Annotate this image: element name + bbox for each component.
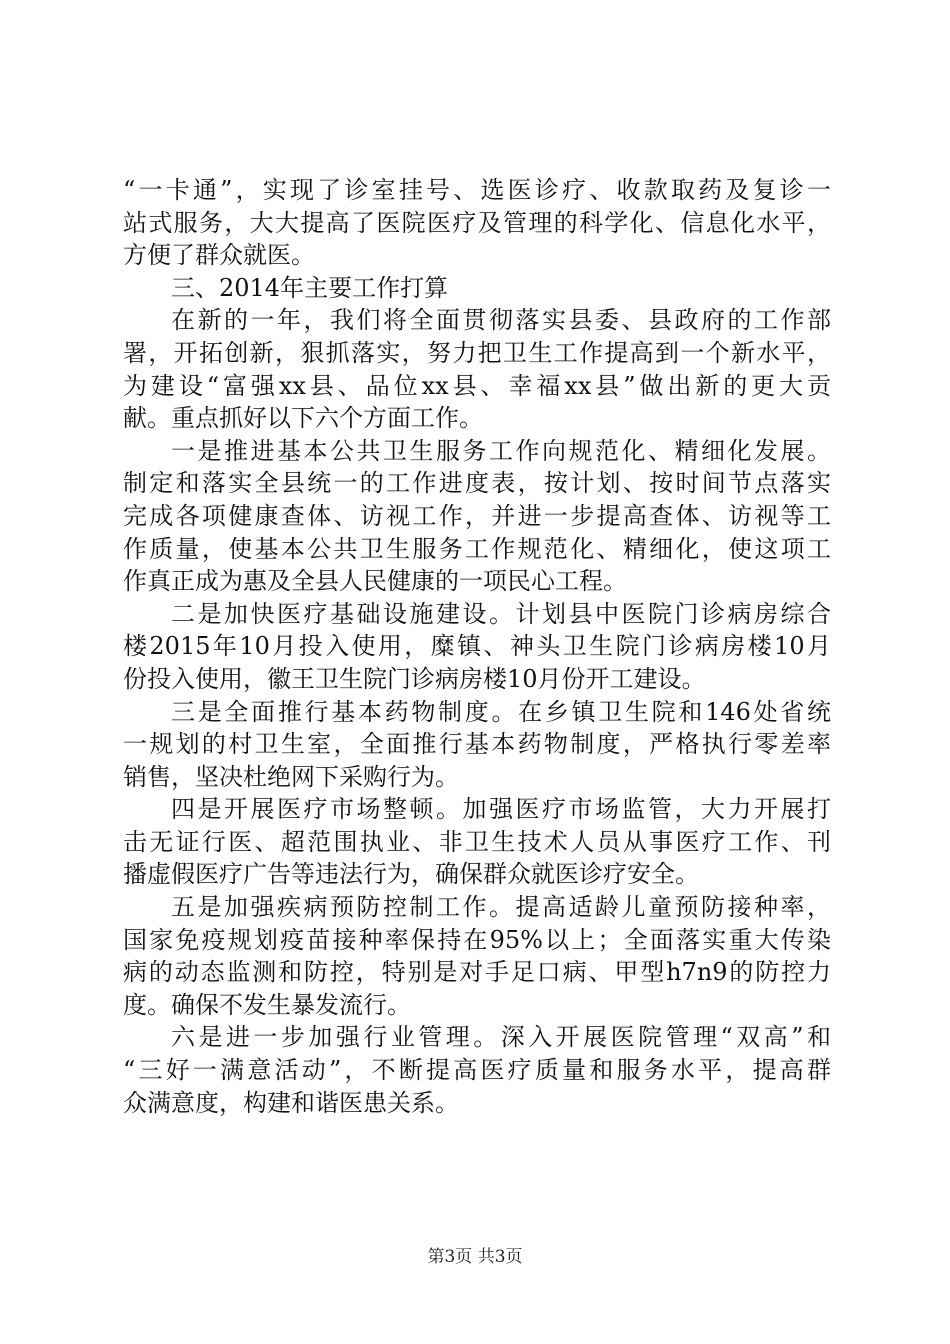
document-body [123, 174, 831, 1119]
text-line: 二是加快医疗基础设施建设。计划县中医院门诊病房综合 [171, 599, 831, 628]
text-line: 方便了群众就医。 [123, 241, 315, 270]
text-line: 三是全面推行基本药物制度。在乡镇卫生院和146处省统 [171, 697, 831, 726]
text-line: 作真正成为惠及全县人民健康的一项民心工程。 [123, 567, 627, 596]
text-line: 署，开拓创新，狠抓落实，努力把卫生工作提高到一个新水平， [123, 338, 831, 367]
text-line: 为建设“富强xx县、品位xx县、幸福xx县”做出新的更大贡 [123, 371, 831, 400]
text-line: 度。确保不发生暴发流行。 [123, 990, 411, 1019]
text-line: 在新的一年，我们将全面贯彻落实县委、县政府的工作部 [171, 306, 831, 335]
text-line: 六是进一步加强行业管理。深入开展医院管理“双高”和 [171, 1023, 831, 1052]
text-line: “一卡通”，实现了诊室挂号、选医诊疗、收款取药及复诊一 [123, 176, 831, 204]
text-line: “三好一满意活动”，不断提高医疗质量和服务水平，提高群 [123, 1056, 831, 1085]
text-line: 五是加强疾病预防控制工作。提高适龄儿童预防接种率， [171, 893, 831, 922]
text-line: 楼2015年10月投入使用，糜镇、神头卫生院门诊病房楼10月 [123, 632, 831, 661]
text-line: 献。重点抓好以下六个方面工作。 [123, 404, 483, 433]
text-line: 完成各项健康查体、访视工作，并进一步提高查体、访视等工 [123, 501, 831, 530]
page-number-label: 第3页 共3页 [427, 1247, 523, 1267]
text-line: 销售，坚决杜绝网下采购行为。 [123, 762, 459, 791]
text-line: 站式服务，大大提高了医院医疗及管理的科学化、信息化水平， [123, 208, 831, 237]
text-line: 一规划的村卫生室，全面推行基本药物制度，严格执行零差率 [123, 730, 831, 759]
text-line: 四是开展医疗市场整顿。加强医疗市场监管，大力开展打 [171, 795, 831, 824]
text-line: 三、2014年主要工作打算 [171, 273, 449, 302]
text-line: 国家免疫规划疫苗接种率保持在95%以上；全面落实重大传染 [123, 925, 831, 954]
text-line: 作质量，使基本公共卫生服务工作规范化、精细化，使这项工 [123, 534, 831, 563]
text-line: 播虚假医疗广告等违法行为，确保群众就医诊疗安全。 [123, 860, 699, 889]
page-footer [0, 1246, 950, 1268]
text-line: 份投入使用，徽王卫生院门诊病房楼10月份开工建设。 [123, 664, 706, 693]
text-line: 制定和落实全县统一的工作进度表，按计划、按时间节点落实 [123, 469, 831, 498]
text-line: 一是推进基本公共卫生服务工作向规范化、精细化发展。 [171, 436, 831, 465]
text-line: 众满意度，构建和谐医患关系。 [123, 1088, 459, 1117]
text-line: 击无证行医、超范围执业、非卫生技术人员从事医疗工作、刊 [123, 827, 831, 856]
text-line: 病的动态监测和防控，特别是对手足口病、甲型h7n9的防控力 [123, 958, 831, 987]
